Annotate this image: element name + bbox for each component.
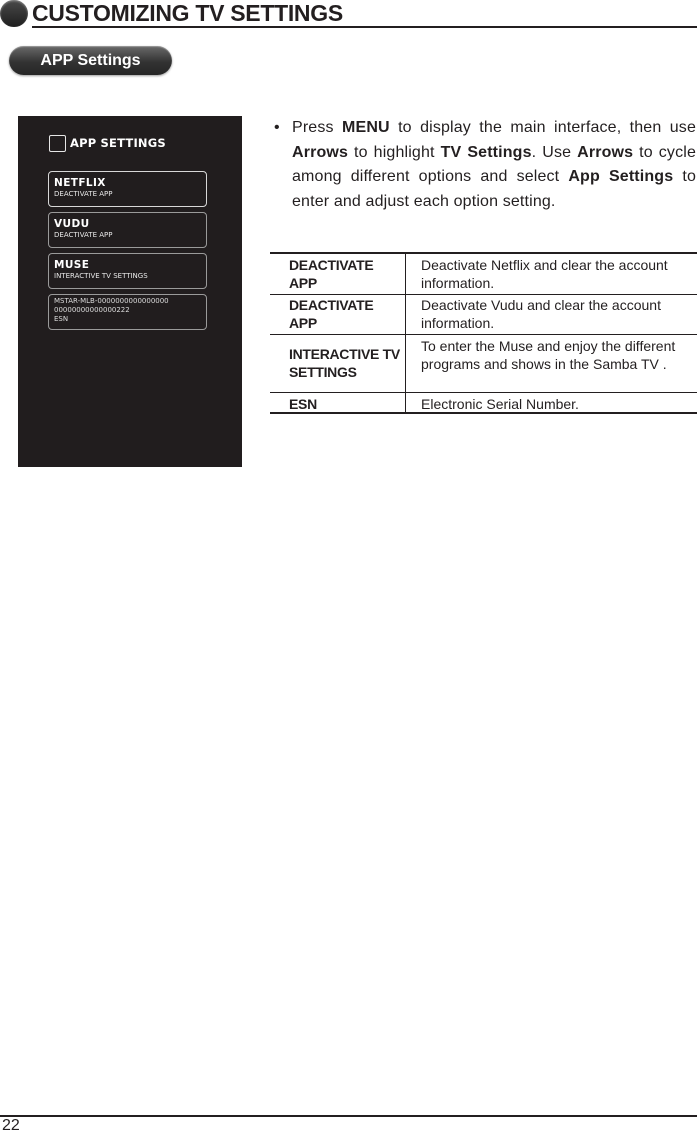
footer-divider xyxy=(0,1115,697,1117)
keyword-tv-settings: TV Settings xyxy=(440,143,532,161)
table-term: ESN xyxy=(289,396,317,412)
tv-menu-item-subtitle: DEACTIVATE APP xyxy=(54,190,113,198)
esn-label: ESN xyxy=(54,315,69,323)
tv-menu-item-muse xyxy=(48,253,207,289)
table-term: DEACTIVATE APP xyxy=(289,297,374,331)
table-description: Electronic Serial Number. xyxy=(421,396,579,412)
tv-menu-item-esn xyxy=(48,294,207,330)
keyword-arrows: Arrows xyxy=(577,143,634,161)
instruction-paragraph xyxy=(292,116,696,214)
keyword-arrows: Arrows xyxy=(292,143,349,161)
table-row-divider xyxy=(270,334,697,335)
page-title: CUSTOMIZING TV SETTINGS xyxy=(32,0,343,26)
tv-menu-heading: APP SETTINGS xyxy=(70,136,166,150)
esn-line: 00000000000000222 xyxy=(54,306,130,314)
esn-line: MSTAR-MLB-0000000000000000 xyxy=(54,297,169,305)
instruction-text: Press xyxy=(292,119,343,136)
page-number: 22 xyxy=(2,1117,20,1134)
tv-menu-item-title: MUSE xyxy=(54,259,90,271)
title-pill-decoration xyxy=(0,0,28,27)
table-top-rule xyxy=(270,252,697,254)
checkbox-icon xyxy=(49,135,66,152)
tv-menu-item-netflix xyxy=(48,171,207,207)
tv-menu-item-title: NETFLIX xyxy=(54,177,106,189)
table-term: INTERACTIVE TV SETTINGS xyxy=(289,346,400,380)
keyword-app-settings: App Settings xyxy=(568,168,674,185)
instruction-text: to display the main interface, then use xyxy=(389,119,697,136)
keyword-menu: MENU xyxy=(342,119,390,136)
table-row-divider xyxy=(270,294,697,295)
table-description: Deactivate Netflix and clear the account information. xyxy=(421,257,668,291)
table-description: To enter the Muse and enjoy the different programs and shows in the Samba TV . xyxy=(421,338,676,372)
tv-menu-item-vudu xyxy=(48,212,207,248)
tv-screen-illustration xyxy=(18,116,242,467)
section-tab-app-settings: APP Settings xyxy=(9,46,172,75)
instruction-text: to enter and adjust each option setting. xyxy=(292,168,696,210)
instruction-text: to cycle among different options and select xyxy=(292,143,696,185)
bullet-glyph: • xyxy=(274,119,280,136)
table-description: Deactivate Vudu and clear the account information. xyxy=(421,297,661,331)
title-divider xyxy=(32,26,697,28)
tv-menu-header xyxy=(49,135,166,151)
tv-menu-item-subtitle: DEACTIVATE APP xyxy=(54,231,113,239)
tv-menu-item-title: VUDU xyxy=(54,218,90,230)
table-column-divider xyxy=(405,254,406,412)
table-term: DEACTIVATE APP xyxy=(289,257,374,291)
table-row-divider xyxy=(270,392,697,393)
instruction-text: to highlight xyxy=(348,143,441,161)
instruction-text: . Use xyxy=(531,143,578,161)
tv-menu-item-subtitle: INTERACTIVE TV SETTINGS xyxy=(54,272,148,280)
